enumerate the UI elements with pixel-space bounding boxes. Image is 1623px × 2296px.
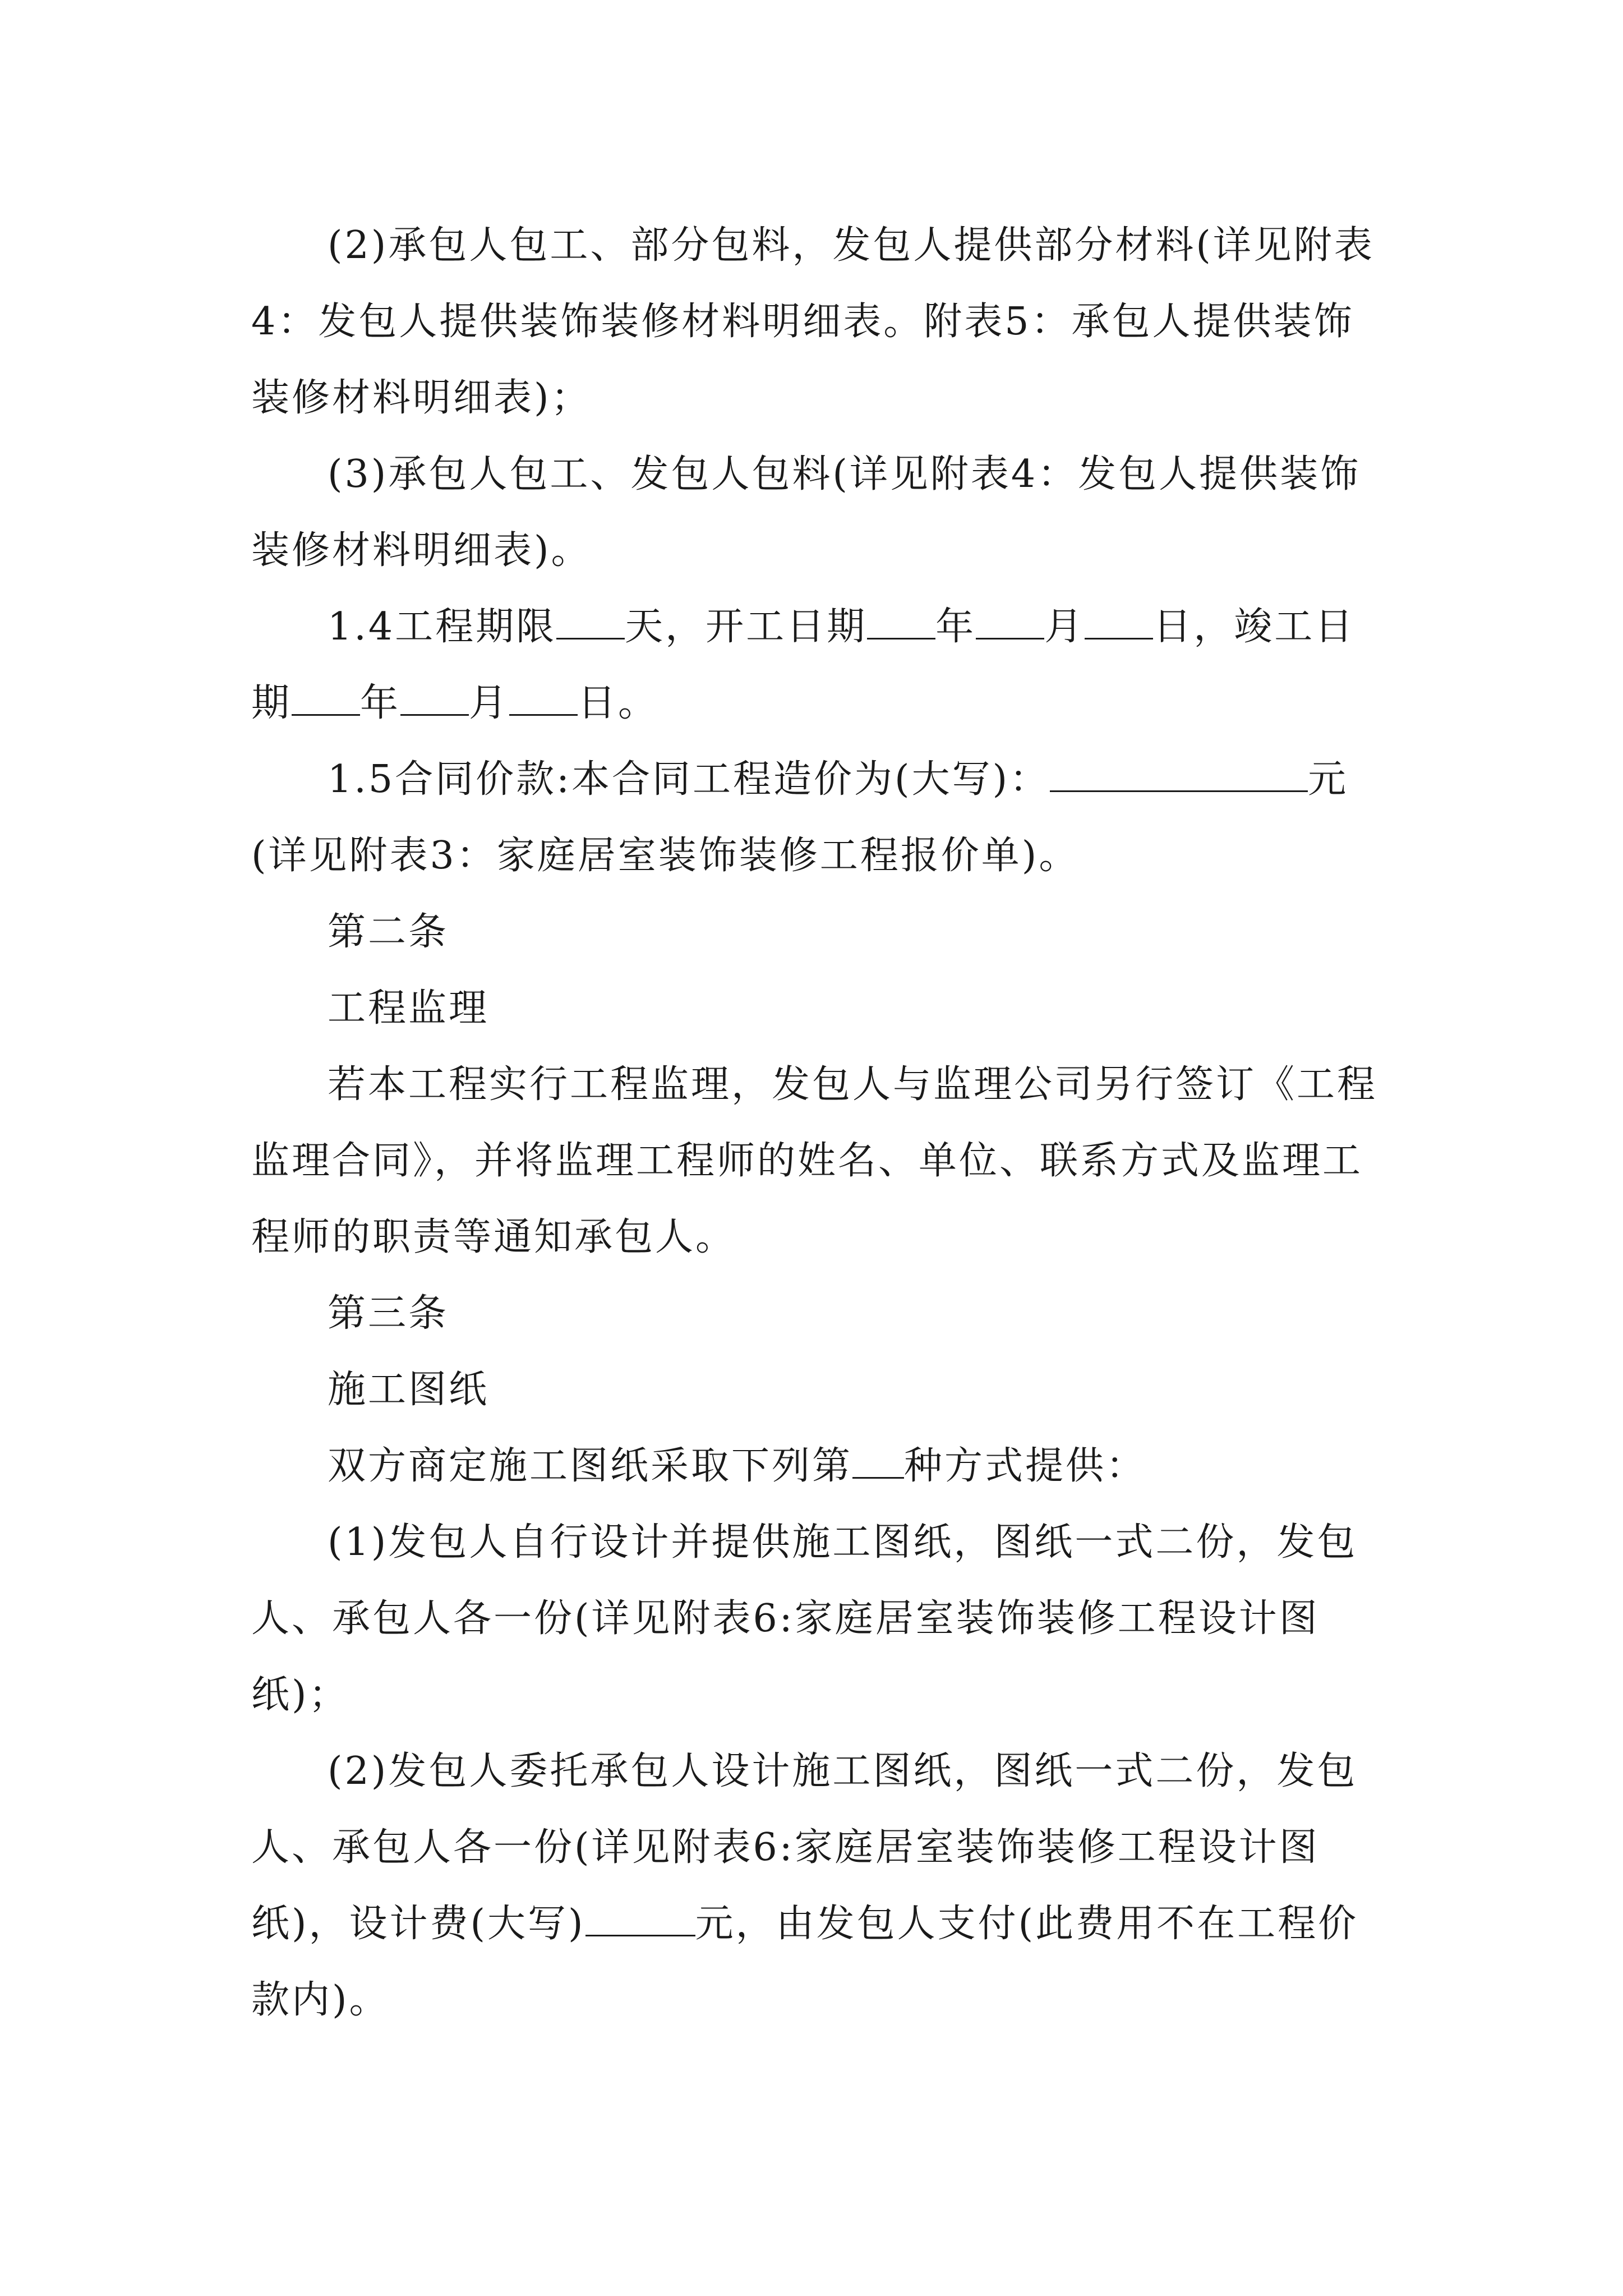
text-segment: 元，由发包人支付(此费用不在工程价款内)。	[251, 1902, 1359, 2022]
article-2-title: 工程监理	[328, 986, 490, 1030]
text-segment: 双方商定施工图纸采取下列第	[328, 1444, 853, 1488]
blank-start-year	[867, 605, 935, 639]
blank-end-year	[292, 682, 360, 716]
blank-price	[1050, 758, 1308, 792]
paragraph-drawing-method	[251, 1428, 1384, 1504]
blank-design-fee	[585, 1902, 695, 1936]
text-segment: 月	[1044, 605, 1085, 649]
blank-start-month	[976, 605, 1044, 639]
blank-end-day	[509, 682, 578, 716]
text-segment: 月	[469, 681, 510, 725]
text-segment: (2)发包人委托承包人设计施工图纸，图纸一式二份，发包人、承包人各一份(详见附表6:家庭居室装饰装修工程设计图纸)，设计费(大写)	[251, 1749, 1358, 1946]
text-segment: 天，开工日期	[625, 605, 868, 649]
paragraph-contract-mode-3: (3)承包人包工、发包人包料(详见附表4：发包人提供装饰装修材料明细表)。	[251, 452, 1361, 573]
article-2-number: 第二条	[328, 910, 449, 954]
blank-method	[852, 1444, 904, 1479]
text-segment: 1.4工程期限	[328, 605, 557, 649]
blank-start-day	[1085, 605, 1153, 639]
document-body	[251, 208, 1384, 2039]
text-segment: 日。	[578, 681, 659, 725]
paragraph-contract-price	[251, 742, 1384, 894]
paragraph-contract-mode-2: (2)承包人包工、部分包料，发包人提供部分材料(详见附表4：发包人提供装饰装修材料明细表。附表5：承包人提供装饰装修材料明细表)；	[251, 223, 1375, 420]
paragraph-drawing-option-1: (1)发包人自行设计并提供施工图纸，图纸一式二份，发包人、承包人各一份(详见附表6:家庭居室装饰装修工程设计图纸)；	[251, 1520, 1358, 1717]
article-3-title: 施工图纸	[328, 1368, 490, 1412]
text-segment: 年	[935, 605, 976, 649]
text-segment: 年	[360, 681, 401, 725]
blank-end-month	[400, 682, 469, 716]
text-segment: 元(详见附表3：家庭居室装饰装修工程报价单)。	[251, 757, 1349, 878]
text-segment: 1.5合同价款:本合同工程造价为(大写)：	[328, 757, 1050, 802]
text-segment: 日，竣工日期	[251, 605, 1355, 725]
paragraph-drawing-option-2	[251, 1733, 1384, 2039]
blank-days	[556, 605, 625, 639]
article-3-number: 第三条	[328, 1291, 449, 1336]
paragraph-supervision: 若本工程实行工程监理，发包人与监理公司另行签订《工程监理合同》，并将监理工程师的姓名、单位、联系方式及监理工程师的职责等通知承包人。	[251, 1062, 1378, 1259]
text-segment: 种方式提供：	[904, 1444, 1147, 1488]
paragraph-project-duration	[251, 589, 1384, 742]
